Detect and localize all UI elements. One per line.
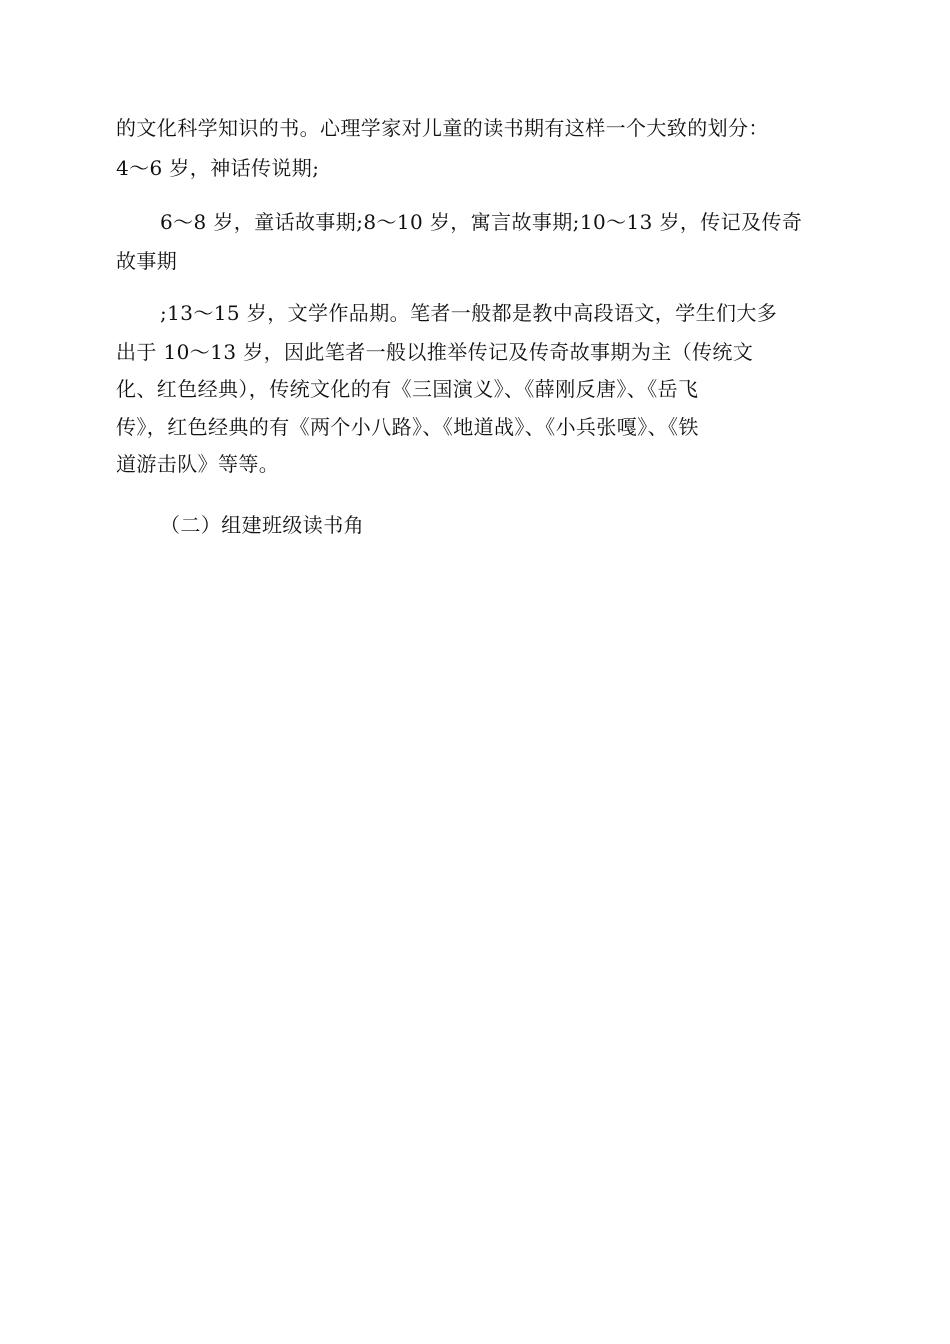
paragraph-1-line-2: 4～6 岁，神话传说期; xyxy=(116,156,320,180)
paragraph-3-line-2: 出于 10～13 岁，因此笔者一般以推举传记及传奇故事期为主（传统文 xyxy=(116,340,754,364)
paragraph-2-line-2: 故事期 xyxy=(116,249,178,273)
paragraph-3-line-5: 道游击队》等等。 xyxy=(116,452,280,476)
paragraph-2-line-1: 6～8 岁，童话故事期;8～10 岁，寓言故事期;10～13 岁，传记及传奇 xyxy=(160,210,803,234)
paragraph-1-line-1: 的文化科学知识的书。心理学家对儿童的读书期有这样一个大致的划分： xyxy=(116,116,769,140)
paragraph-3-line-1: ;13～15 岁，文学作品期。笔者一般都是教中高段语文，学生们大多 xyxy=(160,301,778,325)
paragraph-3-line-3: 化、红色经典），传统文化的有《三国演义》、《薛刚反唐》、《岳飞 xyxy=(116,377,699,401)
paragraph-3-line-4: 传》，红色经典的有《两个小八路》、《地道战》、《小兵张嘎》、《铁 xyxy=(116,415,699,439)
section-heading: （二）组建班级读书角 xyxy=(160,513,364,537)
